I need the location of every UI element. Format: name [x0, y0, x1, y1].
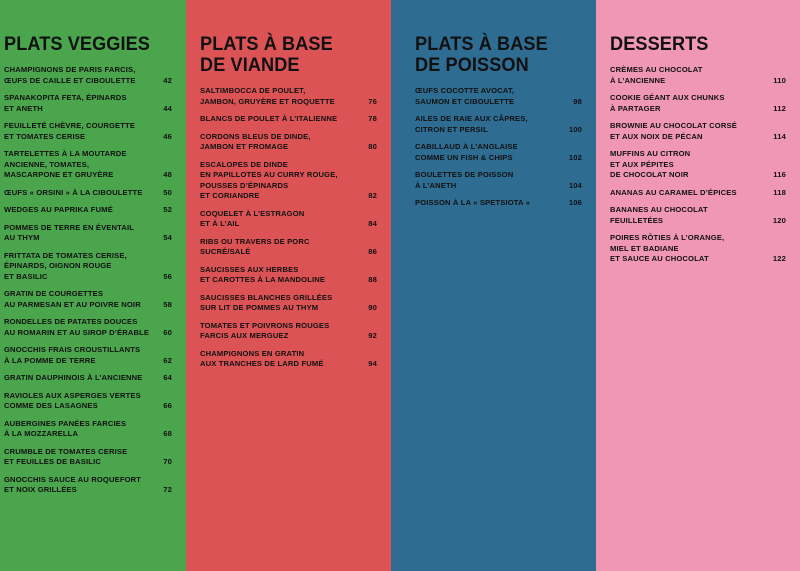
recipe-title: ESCALOPES DE DINDE EN PAPILLOTES AU CURRY ROUGE, POUSSES D’ÉPINARDS ET CORIANDRE [200, 159, 338, 200]
recipe-title: BANANES AU CHOCOLAT FEUILLETÉES [610, 205, 708, 225]
section-desserts [596, 0, 800, 571]
list-item [4, 345, 172, 366]
page-number: 106 [568, 198, 582, 207]
recipe-title: POISSON À LA « SPETSIOTA » [415, 198, 531, 207]
list-item [200, 86, 377, 107]
recipe-title: CHAMPIGNONS EN GRATIN AUX TRANCHES DE LARD FUMÉ [200, 348, 324, 368]
list-item [4, 251, 172, 283]
page-number: 64 [163, 373, 172, 382]
page-number: 116 [773, 170, 786, 179]
page-number: 46 [163, 131, 172, 141]
list-item [610, 121, 786, 142]
recipe-title: CRÈMES AU CHOCOLAT À L’ANCIENNE [610, 65, 703, 85]
recipe-title: AILES DE RAIE AUX CÂPRES, CITRON ET PERSIL [415, 114, 528, 134]
page-number: 50 [163, 187, 172, 197]
list-item [415, 198, 582, 209]
recipe-title: AUBERGINES PANÉES FARCIES À LA MOZZARELLA [4, 418, 127, 438]
list-item [4, 317, 172, 338]
list-item [4, 419, 172, 440]
list-item [610, 205, 786, 226]
page-number: 114 [773, 131, 786, 141]
page-number: 92 [368, 331, 377, 340]
list-item [4, 223, 172, 244]
recipe-title: BROWNIE AU CHOCOLAT CORSÉ ET AUX NOIX DE PÉCAN [610, 121, 737, 141]
list-item [415, 142, 582, 163]
page-number: 66 [163, 401, 172, 410]
page-number: 94 [368, 359, 377, 368]
recipe-title: CORDONS BLEUS DE DINDE, JAMBON ET FROMAGE [200, 131, 311, 151]
recipe-title: BLANCS DE POULET À L’ITALIENNE [200, 114, 338, 123]
section-heading: DESSERTS [610, 33, 709, 55]
list-item [4, 373, 172, 384]
list-item [200, 265, 377, 286]
recipe-title: CHAMPIGNONS DE PARIS FARCIS, ŒUFS DE CAILLE ET CIBOULETTE [4, 65, 136, 85]
recipe-title: ANANAS AU CARAMEL D’ÉPICES [610, 187, 737, 197]
recipe-title: POMMES DE TERRE EN ÉVENTAIL AU THYM [4, 222, 135, 242]
list-item [200, 349, 377, 370]
recipe-title: GNOCCHIS SAUCE AU ROQUEFORT ET NOIX GRILLÉES [4, 474, 142, 494]
page-number: 76 [368, 96, 377, 106]
recipe-title: WEDGES AU PAPRIKA FUMÉ [4, 205, 113, 214]
recipe-title: RAVIOLES AUX ASPERGES VERTES COMME DES LASAGNES [4, 390, 141, 410]
recipe-title: GNOCCHIS FRAIS CROUSTILLANTS À LA POMME DE TERRE [4, 345, 141, 365]
recipe-list [4, 65, 172, 496]
section-heading: PLATS VEGGIES [4, 33, 150, 55]
page-number: 82 [368, 191, 377, 200]
recipe-title: COQUELET À L’ESTRAGON ET À L’AIL [200, 208, 305, 228]
recipe-title: SPANAKOPITA FETA, ÉPINARDS ET ANETH [4, 93, 127, 113]
recipe-list [610, 65, 786, 265]
list-item [4, 149, 172, 181]
list-item [200, 293, 377, 314]
recipe-title: RONDELLES DE PATATES DOUCES AU ROMARIN ET AU SIROP D’ÉRABLE [4, 317, 150, 337]
recipe-title: GRATIN DE COURGETTES AU PARMESAN ET AU POIVRE NOIR [4, 289, 141, 309]
page-number: 90 [368, 303, 377, 312]
recipe-title: BOULETTES DE POISSON À L’ANETH [415, 170, 514, 190]
page-number: 70 [163, 457, 172, 466]
list-item [200, 321, 377, 342]
recipe-title: TOMATES ET POIVRONS ROUGES FARCIS AUX MERGUEZ [200, 320, 330, 340]
page-number: 54 [163, 233, 172, 242]
list-item [200, 237, 377, 258]
list-item [200, 114, 377, 125]
recipe-title: GRATIN DAUPHINOIS À L’ANCIENNE [4, 373, 143, 382]
recipe-title: TARTELETTES À LA MOUTARDE ANCIENNE, TOMATES, MASCARPONE ET GRUYÈRE [4, 149, 127, 179]
page-number: 78 [368, 114, 377, 123]
list-item [610, 188, 786, 199]
list-item [4, 93, 172, 114]
section-fish [391, 0, 596, 571]
page-number: 120 [772, 215, 786, 225]
list-item [415, 170, 582, 191]
page-number: 62 [163, 355, 172, 365]
page-number: 102 [568, 152, 582, 162]
recipe-title: ŒUFS « ORSINI » À LA CIBOULETTE [4, 187, 143, 197]
recipe-title: SAUCISSES BLANCHES GRILLÉES SUR LIT DE POMMES AU THYM [200, 292, 333, 312]
list-item [610, 93, 786, 114]
page-number: 58 [163, 299, 172, 309]
list-item [4, 475, 172, 496]
page-number: 86 [368, 247, 377, 256]
list-item [200, 209, 377, 230]
page-number: 98 [573, 96, 582, 106]
list-item [415, 86, 582, 107]
list-item [610, 65, 786, 86]
recipe-title: COOKIE GÉANT AUX CHUNKS À PARTAGER [610, 93, 725, 113]
list-item [4, 289, 172, 310]
page-number: 72 [163, 485, 172, 494]
section-heading: PLATS À BASE DE VIANDE [200, 33, 333, 76]
section-meat [186, 0, 391, 571]
list-item [200, 132, 377, 153]
recipe-title: SALTIMBOCCA DE POULET, JAMBON, GRUYÈRE ET ROQUETTE [200, 86, 335, 106]
page-number: 110 [773, 75, 786, 85]
page-number: 52 [163, 205, 172, 214]
recipe-title: MUFFINS AU CITRON ET AUX PÉPITES DE CHOCOLAT NOIR [610, 149, 691, 179]
page-number: 60 [163, 327, 172, 337]
page-number: 56 [163, 271, 172, 281]
list-item [4, 65, 172, 86]
list-item [200, 160, 377, 202]
page-number: 80 [368, 142, 377, 151]
section-heading: PLATS À BASE DE POISSON [415, 33, 548, 76]
list-item [4, 391, 172, 412]
recipe-title: SAUCISSES AUX HERBES ET CAROTTES À LA MANDOLINE [200, 264, 326, 284]
recipe-title: CABILLAUD À L’ANGLAISE COMME UN FISH & CHIPS [415, 142, 518, 162]
page-number: 104 [568, 180, 582, 190]
page-number: 44 [163, 103, 172, 113]
section-veggies [0, 0, 186, 571]
page-number: 48 [163, 170, 172, 179]
page-number: 112 [773, 103, 786, 113]
page-number: 88 [368, 275, 377, 284]
list-item [415, 114, 582, 135]
recipe-title: POIRES RÔTIES À L’ORANGE, MIEL ET BADIANE ET SAUCE AU CHOCOLAT [610, 233, 725, 263]
list-item [4, 188, 172, 199]
recipe-title: FEUILLETÉ CHÈVRE, COURGETTE ET TOMATES CERISE [4, 121, 136, 141]
page-number: 68 [163, 429, 172, 438]
recipe-title: CRUMBLE DE TOMATES CERISE ET FEUILLES DE BASILIC [4, 446, 128, 466]
list-item [4, 205, 172, 216]
page-number: 84 [368, 219, 377, 228]
recipe-list [200, 86, 377, 370]
list-item [610, 149, 786, 181]
recipe-title: ŒUFS COCOTTE AVOCAT, SAUMON ET CIBOULETTE [415, 86, 515, 106]
page-number: 118 [773, 187, 786, 197]
list-item [610, 233, 786, 265]
page-number: 42 [163, 75, 172, 85]
recipe-list [415, 86, 582, 209]
page-number: 122 [772, 254, 786, 263]
list-item [4, 121, 172, 142]
page-number: 100 [568, 124, 582, 134]
recipe-title: RIBS OU TRAVERS DE PORC SUCRÉ/SALÉ [200, 236, 310, 256]
recipe-title: FRITTATA DE TOMATES CERISE, ÉPINARDS, OIGNON ROUGE ET BASILIC [4, 250, 127, 281]
list-item [4, 447, 172, 468]
